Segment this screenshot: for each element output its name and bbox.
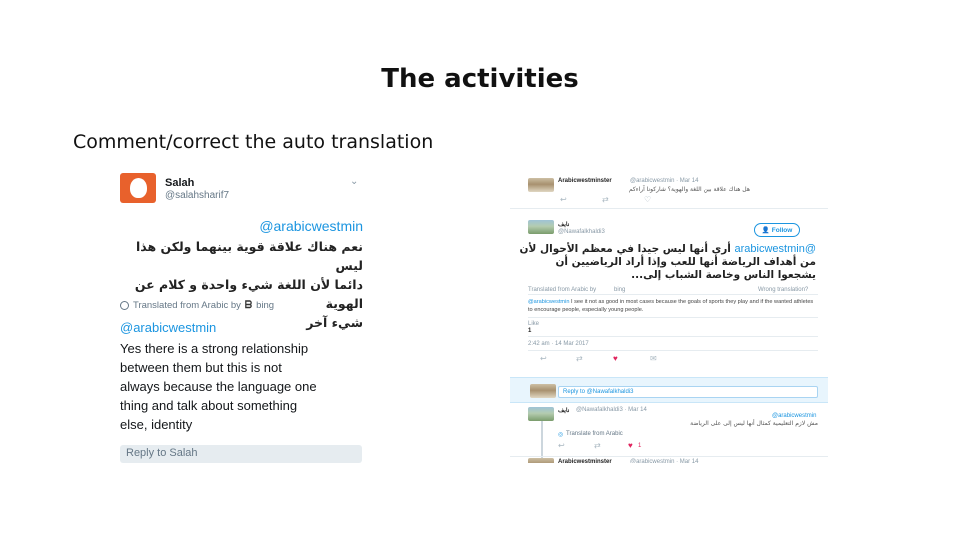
divider	[528, 294, 818, 295]
parent-tweet[interactable]	[510, 173, 828, 209]
translator-name: bing	[614, 287, 626, 293]
divider	[528, 350, 818, 351]
author2-handle: @Nawafalkhaldi3	[558, 229, 605, 235]
avatar[interactable]	[120, 173, 156, 203]
egg-avatar-icon	[130, 178, 147, 198]
liked-heart-icon[interactable]: ♥	[628, 441, 633, 450]
likes-label: Like	[528, 321, 540, 327]
reply-icon[interactable]: ↩	[560, 195, 567, 204]
english-body: I see it not as good in most cases because the goals of sports they play and if the wanted athletes to encourage people, especially young people.	[528, 299, 814, 313]
right-tweet-thread	[510, 173, 828, 463]
chevron-down-icon[interactable]: ⌄	[350, 176, 359, 187]
arabic-line: شيء آخر	[306, 315, 363, 330]
reply-bar	[510, 377, 828, 403]
arabic-tweet-text	[118, 237, 363, 332]
follow-label: Follow	[771, 226, 793, 234]
last-handle: @arabicwestmin · Mar 14	[630, 459, 699, 463]
last-author[interactable]: Arabicwestminster	[558, 459, 612, 463]
reply-arabic-text	[516, 243, 816, 282]
english-line: Yes there is a strong relationship	[120, 341, 309, 356]
translation-attribution	[120, 300, 274, 311]
left-tweet-card	[112, 165, 369, 467]
parent-author[interactable]: Arabicwestminster	[558, 178, 612, 184]
like-icon[interactable]: ♡	[644, 195, 652, 204]
like-count: 1	[638, 443, 642, 449]
slide-subtitle: Comment/correct the auto translation	[73, 131, 434, 153]
translator-name: bing	[256, 300, 275, 311]
reply-icon[interactable]: ↩	[558, 441, 565, 450]
message-icon[interactable]: ✉	[650, 354, 657, 363]
slide-title: The activities	[381, 64, 579, 94]
parent-handle: @arabicwestmin · Mar 14	[630, 178, 699, 184]
retweet-icon[interactable]: ⇄	[594, 441, 601, 450]
reply-input[interactable]	[558, 386, 818, 398]
bottom-author-avatar[interactable]	[528, 407, 554, 421]
globe-icon	[120, 301, 129, 310]
english-line: thing and talk about something	[120, 398, 298, 413]
wrong-translation-link[interactable]: Wrong translation?	[758, 287, 809, 293]
bottom-mention[interactable]: @arabicwestmin	[772, 413, 817, 419]
english-line: always because the language one	[120, 379, 317, 394]
add-user-icon: 👤	[761, 227, 770, 234]
translated-mention-link[interactable]: @arabicwestmin	[120, 320, 217, 335]
bottom-handle: @Nawafalkhaldi3 · Mar 14	[576, 407, 647, 413]
translated-from-label: Translated from Arabic by	[133, 300, 241, 311]
translated-from-label: Translated from Arabic by	[528, 287, 597, 293]
parent-text: هل هناك علاقة بين اللغة والهوية؟ شاركونا آراءكم	[628, 186, 750, 193]
thread-line	[541, 421, 543, 461]
arabic-line: دائما لأن اللغة شيء واحدة و كلام عن الهوية	[134, 277, 363, 311]
user-name[interactable]: Salah	[165, 177, 195, 189]
last-author-avatar[interactable]	[528, 458, 554, 463]
bing-logo-icon: ᗷ	[244, 300, 253, 311]
retweet-icon[interactable]: ⇄	[602, 195, 609, 204]
likes-count: 1	[528, 328, 532, 334]
my-avatar	[530, 384, 556, 398]
arabic-line: نعم هناك علاقة قوية بينهما ولكن هذا ليس	[135, 239, 363, 273]
english-translation-text	[528, 298, 818, 314]
english-mention[interactable]: @arabicwestmin	[528, 299, 570, 305]
english-line: else, identity	[120, 417, 193, 432]
divider	[528, 336, 818, 337]
bottom-author[interactable]: نايف	[558, 408, 570, 414]
author2-avatar[interactable]	[528, 220, 554, 234]
retweet-icon[interactable]: ⇄	[576, 354, 583, 363]
author-avatar[interactable]	[528, 178, 554, 192]
translate-link[interactable]: Translate from Arabic	[566, 431, 623, 437]
tweet-timestamp: 2:42 am · 14 Mar 2017	[528, 341, 589, 347]
reply-input[interactable]: Reply to Salah	[120, 445, 362, 463]
user-handle[interactable]: @salahsharif7	[165, 190, 230, 201]
liked-heart-icon[interactable]: ♥	[613, 354, 618, 363]
reply-placeholder: Reply to @Nawafalkhaldi3	[563, 389, 634, 395]
divider	[528, 317, 818, 318]
author2-name[interactable]: نايف	[558, 222, 570, 228]
reply-icon[interactable]: ↩	[540, 354, 547, 363]
english-translation-text	[120, 339, 365, 434]
follow-button[interactable]	[754, 223, 800, 237]
bottom-text: مش لازم التعليمية كمثال أنها ليس إلى على الرياضة	[690, 420, 818, 427]
arabic-body: أرى أنها ليس جيدا في معظم الأحوال لأن من أهداف الرياضة أنها للعب وإذا أراد الرياضيين أن يشجعوا الناس وخاصة الشباب إلى...	[519, 243, 816, 281]
globe-icon: ◎	[558, 432, 564, 438]
divider	[510, 456, 828, 457]
mention-link[interactable]: @arabicwestmin	[734, 243, 816, 255]
english-line: between them but this is not	[120, 360, 282, 375]
mention-link[interactable]: @arabicwestmin	[259, 218, 363, 234]
